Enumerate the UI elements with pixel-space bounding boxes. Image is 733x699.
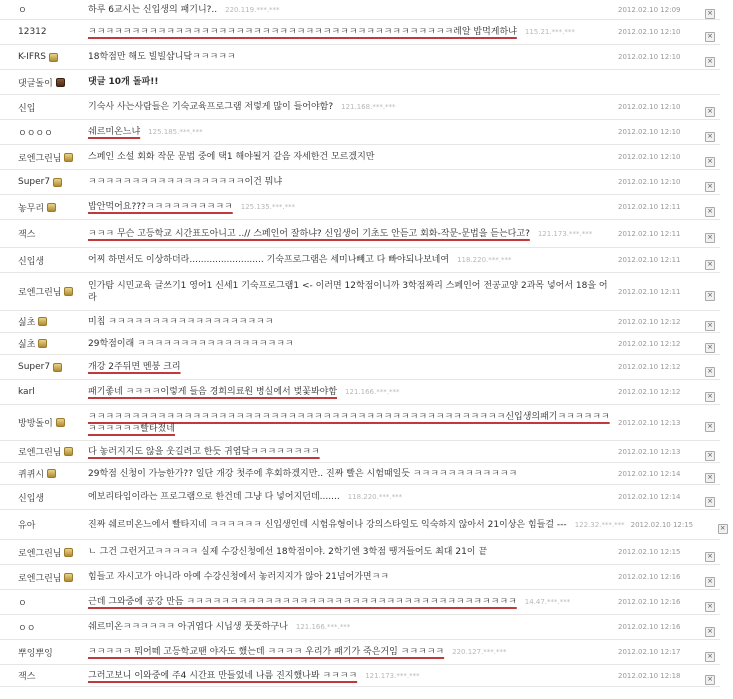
comment-row (0, 95, 720, 120)
comment-row (0, 640, 720, 665)
comment-body (88, 280, 618, 304)
comment-row (0, 20, 720, 45)
author-name[interactable]: 12312 (18, 27, 47, 37)
comment-date: 2012.02.10 12:13 (618, 447, 681, 456)
comment-author[interactable] (0, 546, 88, 559)
comment-ip: 125.135.***.*** (240, 203, 296, 211)
comment-date: 2012.02.10 12:10 (618, 153, 681, 161)
delete-button[interactable] (700, 98, 720, 117)
comment-text: 쉐르미온ㅋㅋㅋㅋㅋㅋ 아귀엽다 시닙생 풋풋하구나 (88, 622, 288, 632)
comment-author[interactable] (0, 126, 88, 139)
comment-row (0, 355, 720, 380)
comment-date: 2012.02.10 12:12 (618, 388, 681, 396)
comment-row (0, 405, 720, 441)
author-name[interactable]: 로엔그린님 (18, 288, 62, 298)
comment-date: 2012.02.10 12:11 (618, 287, 681, 296)
comment-date: 2012.02.10 12:11 (618, 203, 681, 211)
comment-date: 2012.02.10 12:11 (618, 256, 681, 264)
comment-row (0, 615, 720, 640)
comment-author[interactable] (0, 669, 88, 682)
delete-icon[interactable]: × (705, 291, 715, 301)
comment-body (88, 101, 618, 113)
author-name[interactable]: 신입 (18, 103, 36, 114)
comment-author[interactable] (0, 27, 88, 37)
delete-button (700, 73, 720, 92)
delete-icon[interactable]: × (705, 9, 715, 19)
comment-date: 2012.02.10 12:16 (618, 573, 681, 581)
comment-author[interactable] (0, 254, 88, 267)
delete-button[interactable] (700, 543, 720, 562)
delete-icon[interactable]: × (705, 627, 715, 637)
comment-text: 밥안먹어요???ㅋㅋㅋㅋㅋㅋㅋㅋㅋㅋ (88, 202, 233, 212)
comment-author[interactable] (0, 101, 88, 114)
delete-button[interactable] (700, 618, 720, 637)
author-name[interactable]: Super7 (18, 177, 51, 187)
delete-icon[interactable]: × (705, 451, 715, 461)
comment-author[interactable] (0, 491, 88, 504)
comment-author[interactable] (0, 416, 88, 429)
delete-icon[interactable]: × (705, 392, 715, 402)
author-name[interactable]: ㅇㅇ (18, 623, 36, 634)
comment-ip: 121.173.***.*** (365, 671, 420, 680)
comment-author[interactable] (0, 3, 88, 16)
comment-date: 2012.02.10 12:10 (618, 103, 681, 111)
comment-text: 인가탐 시민교육 글쓰기1 영어1 신세1 기숙프로그램1 <- 이러면 12학점이니까 3학점짜리 스페인어 전공교양 2과목 넣어서 18을 어라 (88, 280, 608, 303)
comment-date: 2012.02.10 12:12 (618, 363, 681, 371)
comment-date: 2012.02.10 12:15 (618, 548, 681, 556)
author-name[interactable]: 잭스 (18, 672, 36, 682)
delete-icon[interactable]: × (705, 675, 715, 685)
comment-body (88, 126, 618, 138)
comment-body (88, 151, 618, 163)
comment-row (0, 170, 720, 195)
comment-ip: 122.32.***.*** (574, 520, 625, 529)
comment-body (88, 51, 618, 63)
delete-button[interactable] (700, 413, 720, 432)
delete-button[interactable] (700, 383, 720, 402)
comment-row (0, 70, 720, 95)
comment-date: 2012.02.10 12:13 (618, 418, 681, 427)
delete-button[interactable] (700, 488, 720, 507)
comment-text: 힘들고 자시고가 아니라 아예 수강신청에서 놓러지지가 않아 21넘어가면ㅋㅋ (88, 572, 389, 582)
comment-text: 스페인 소설 회화 작문 문법 중에 택1 해야될거 같음 자세한건 모르겠지만 (88, 152, 375, 162)
comment-text: 미칩 ㅋㅋㅋㅋㅋㅋㅋㅋㅋㅋㅋㅋㅋㅋㅋㅋㅋㅋㅋ (88, 316, 274, 327)
comment-row (0, 273, 720, 311)
comment-row (0, 510, 726, 540)
author-name[interactable]: karl (18, 387, 35, 397)
comment-author[interactable] (0, 285, 88, 298)
level-badge-icon (64, 287, 73, 296)
comment-text: 패기좋네 ㅋㅋㅋㅋ이렇게 들음 경희의료원 병실에서 벚꽃봐야함 (88, 387, 338, 397)
author-name[interactable]: 싦초 (18, 340, 36, 350)
delete-icon[interactable]: × (705, 602, 715, 612)
comment-author[interactable] (0, 177, 88, 187)
comment-author[interactable] (0, 151, 88, 164)
level-badge-icon (56, 418, 65, 427)
comment-body (88, 26, 618, 38)
author-name[interactable]: Super7 (18, 362, 51, 372)
comment-author[interactable] (0, 445, 88, 458)
author-name[interactable]: ㅇ (18, 598, 27, 609)
comment-ip: 125.185.***.*** (148, 128, 203, 136)
comment-row (0, 565, 720, 590)
comment-author[interactable] (0, 596, 88, 609)
comment-author[interactable] (0, 337, 88, 350)
comment-row (0, 441, 720, 463)
comment-row (0, 311, 720, 333)
comment-body (88, 571, 618, 583)
comment-text: ㅋㅋㅋ 무슨 고등학교 시간표도아니고 ..// 스페인어 잘하냐? 신입생이 기초도 안듣고 회화-작문-문법을 듣는다고? (88, 228, 530, 239)
comment-ip: 121.166.***.*** (345, 388, 400, 396)
author-name[interactable]: 신입생 (18, 256, 45, 267)
author-name[interactable]: ㅇ (18, 6, 27, 16)
delete-icon[interactable]: × (705, 321, 715, 331)
author-name[interactable]: 싦초 (18, 318, 36, 328)
comment-ip: 121.166.***.*** (295, 623, 351, 631)
comment-author[interactable] (0, 467, 88, 480)
delete-button[interactable] (700, 442, 720, 461)
comment-text: 진짜 쉐르미온느에서 빨타지네 ㅋㅋㅋㅋㅋㅋ 신입생인데 시험유형이나 강의스타일도 익숙하지 않아서 21이상은 힘들걸 --- (88, 519, 567, 530)
level-badge-icon (64, 153, 73, 162)
comment-ip: 118.220.***.*** (457, 256, 512, 264)
comment-date: 2012.02.10 12:16 (618, 598, 681, 606)
comment-ip: 220.127.***.*** (452, 648, 507, 656)
comment-date: 2012.02.10 12:10 (618, 53, 681, 61)
author-name[interactable]: 신입생 (18, 493, 45, 504)
comment-body (88, 446, 618, 458)
comment-date: 2012.02.10 12:10 (618, 128, 681, 136)
level-badge-icon (53, 178, 62, 187)
delete-button[interactable] (700, 358, 720, 377)
delete-icon[interactable]: × (705, 497, 715, 507)
delete-icon[interactable]: × (705, 552, 715, 562)
comment-text: 29학점 신청이 가능한가?? 일단 개강 첫주에 후회하겠지만.. 진짜 빨은 시험때일듯 ㅋㅋㅋㅋㅋㅋㅋㅋㅋㅋㅋㅋ (88, 468, 518, 479)
comment-body (88, 546, 618, 558)
author-name[interactable]: 로엔그린님 (18, 153, 62, 164)
comment-text: 29학점이래 ㅋㅋㅋㅋㅋㅋㅋㅋㅋㅋㅋㅋㅋㅋㅋㅋㅋㅋ (88, 338, 294, 349)
delete-icon[interactable]: × (705, 233, 715, 243)
comment-author[interactable] (0, 201, 88, 214)
comment-author[interactable] (0, 571, 88, 584)
comment-date: 2012.02.10 12:15 (630, 520, 694, 529)
delete-button[interactable] (700, 312, 720, 331)
comment-body (88, 646, 618, 658)
comment-author[interactable] (0, 227, 88, 240)
comment-body (88, 411, 618, 435)
comment-date: 2012.02.10 12:17 (618, 648, 681, 656)
comment-author[interactable] (0, 518, 88, 531)
delete-button[interactable] (700, 148, 720, 167)
delete-icon[interactable]: × (705, 57, 715, 67)
comment-text: 개강 2주뒤면 멘붕 크리 (88, 362, 181, 372)
delete-button[interactable] (700, 198, 720, 217)
delete-button[interactable] (700, 251, 720, 270)
comment-ip: 121.173.***.*** (537, 229, 593, 238)
comment-row (0, 248, 720, 273)
comment-date: 2012.02.10 12:14 (618, 469, 681, 478)
delete-button[interactable] (700, 224, 720, 243)
comment-text: 그러고보니 이와중에 주4 시간표 만들었네 나름 진지했나봐 ㅋㅋㅋㅋ (88, 670, 358, 681)
author-name[interactable]: 유아 (18, 521, 36, 531)
comment-row (0, 0, 720, 20)
delete-icon[interactable]: × (705, 473, 715, 483)
delete-button[interactable] (700, 568, 720, 587)
comment-row (0, 463, 720, 485)
comment-row (0, 220, 720, 248)
comment-text: ㅋㅋㅋㅋㅋ 뭐어떼 고등학교땐 야자도 했는데 ㅋㅋㅋㅋ 우리가 패기가 죽은거임 ㅋㅋㅋㅋㅋ (88, 647, 445, 657)
comment-body (88, 338, 618, 350)
comment-body (88, 519, 631, 531)
comment-author[interactable] (0, 52, 88, 62)
comment-body (88, 201, 618, 213)
comment-date: 2012.02.10 12:16 (618, 623, 681, 631)
comment-ip: 220.119.***.*** (225, 5, 280, 14)
comment-text: 댓글 10개 돌파!! (88, 77, 159, 87)
delete-icon[interactable]: × (705, 182, 715, 192)
delete-icon[interactable]: × (705, 107, 715, 117)
comment-body (88, 76, 618, 88)
author-name[interactable]: 댓글돌이 (18, 78, 53, 89)
delete-icon[interactable]: × (705, 132, 715, 142)
author-name[interactable]: ㅇㅇㅇㅇ (18, 128, 53, 139)
comment-body (88, 491, 618, 503)
level-badge-icon (38, 339, 47, 348)
delete-button[interactable] (700, 23, 720, 42)
comment-author[interactable] (0, 315, 88, 328)
comment-row (0, 590, 720, 615)
comment-text: ㄴ 그건 그런거고ㅋㅋㅋㅋㅋ 실제 수강신청에선 18학점이야. 2학기엔 3학점 땡겨들어도 최대 21이 끝 (88, 547, 488, 557)
delete-icon[interactable]: × (705, 367, 715, 377)
author-name[interactable]: 로엔그린님 (18, 548, 62, 559)
comment-row (0, 145, 720, 170)
delete-icon[interactable]: × (705, 652, 715, 662)
comment-row (0, 665, 720, 687)
comment-date: 2012.02.10 12:10 (618, 178, 681, 186)
delete-button[interactable] (713, 515, 733, 534)
delete-icon[interactable]: × (705, 32, 715, 42)
comment-text: 쉐르미온느냐 (88, 127, 141, 137)
comment-ip: 118.220.***.*** (347, 493, 403, 501)
comment-date: 2012.02.10 12:10 (618, 28, 681, 36)
author-name[interactable]: 놓무리 (18, 203, 45, 214)
level-badge-icon (64, 548, 73, 557)
comment-author[interactable] (0, 362, 88, 372)
comment-text: 다 놓러지지도 않을 웃길려고 한듯 귀엽닼ㅋㅋㅋㅋㅋㅋㅋㅋ (88, 446, 320, 457)
comment-body (88, 228, 618, 240)
delete-button[interactable] (700, 173, 720, 192)
level-badge-icon (56, 78, 65, 87)
comment-author[interactable] (0, 621, 88, 634)
level-badge-icon (64, 447, 73, 456)
comment-date: 2012.02.10 12:14 (618, 493, 681, 501)
comment-row (0, 485, 720, 510)
comment-body (88, 176, 618, 188)
comment-text: ㅋㅋㅋㅋㅋㅋㅋㅋㅋㅋㅋㅋㅋㅋㅋㅋㅋㅋㅋㅋㅋㅋㅋㅋㅋㅋㅋㅋㅋㅋㅋㅋㅋㅋㅋㅋㅋㅋㅋㅋㅋㅋㅋㅋㅋㅋㅋㅋ신입생의패기ㅋㅋㅋㅋㅋㅋㅋㅋㅋㅋㅋㅋ빨타졌네 (88, 411, 610, 434)
comment-date: 2012.02.10 12:18 (618, 671, 681, 680)
comment-body (88, 254, 618, 266)
comment-ip: 121.168.***.*** (341, 103, 396, 111)
delete-button[interactable] (700, 123, 720, 142)
delete-icon[interactable]: × (705, 260, 715, 270)
delete-icon[interactable]: × (705, 343, 715, 353)
level-badge-icon (47, 203, 56, 212)
comment-text: 18학점만 해도 빌빌샵니닼ㅋㅋㅋㅋㅋ (88, 52, 236, 62)
delete-button[interactable] (700, 282, 720, 301)
comment-row (0, 333, 720, 355)
delete-icon[interactable]: × (705, 422, 715, 432)
author-name[interactable]: 방방돌이 (18, 419, 53, 429)
comment-row (0, 540, 720, 565)
author-name[interactable]: K-IFRS (18, 52, 47, 62)
comment-author[interactable] (0, 387, 88, 397)
delete-button[interactable] (700, 666, 720, 685)
level-badge-icon (49, 53, 58, 62)
delete-button[interactable] (700, 334, 720, 353)
comment-date: 2012.02.10 12:12 (618, 317, 681, 326)
author-name[interactable]: 퀴퀴시 (18, 470, 45, 480)
comment-ip: 14.47.***.*** (524, 598, 571, 606)
comment-text: 기숙사 사는사람들은 기숙교육프로그램 저렇게 많이 들어야함? (88, 102, 334, 112)
delete-icon[interactable]: × (705, 207, 715, 217)
comment-body (88, 4, 618, 16)
comment-text: 근데 그와중에 공강 만듬 ㅋㅋㅋㅋㅋㅋㅋㅋㅋㅋㅋㅋㅋㅋㅋㅋㅋㅋㅋㅋㅋㅋㅋㅋㅋㅋㅋㅋㅋㅋㅋㅋㅋㅋㅋㅋㅋㅋ (88, 597, 517, 607)
delete-button[interactable] (700, 464, 720, 483)
comment-body (88, 596, 618, 608)
level-badge-icon (47, 469, 56, 478)
comment-text: 어찌 하면서도 이상하더라.......................... 기숙프로그램은 세미나빼고 다 빠야되나보네여 (88, 255, 450, 265)
comment-date: 2012.02.10 12:11 (618, 229, 681, 238)
delete-icon[interactable]: × (718, 524, 728, 534)
comment-body (88, 621, 618, 633)
comment-ip: 115.21.***.*** (524, 28, 575, 36)
comment-row (0, 380, 720, 405)
delete-icon[interactable]: × (705, 157, 715, 167)
author-name[interactable]: 잭스 (18, 230, 36, 240)
delete-button[interactable] (700, 643, 720, 662)
author-name[interactable]: 로엔그린님 (18, 448, 62, 458)
delete-button[interactable] (700, 0, 720, 19)
author-name[interactable]: 뿌잉뿌잉 (18, 648, 53, 659)
level-badge-icon (53, 363, 62, 372)
comment-text: 하루 6교시는 신입생의 패기니?.. (88, 4, 218, 15)
comment-text: ㅋㅋㅋㅋㅋㅋㅋㅋㅋㅋㅋㅋㅋㅋㅋㅋㅋㅋㅋㅋㅋㅋㅋㅋㅋㅋㅋㅋㅋㅋㅋㅋㅋㅋㅋㅋㅋㅋㅋㅋㅋㅋ레알 밥먹게하냐 (88, 27, 517, 37)
comment-body (88, 361, 618, 373)
comment-body (88, 316, 618, 328)
comment-author[interactable] (0, 646, 88, 659)
comment-row (0, 195, 720, 220)
delete-icon[interactable]: × (705, 577, 715, 587)
comment-author[interactable] (0, 76, 88, 89)
delete-button[interactable] (700, 593, 720, 612)
comment-body (88, 386, 618, 398)
comment-body (88, 468, 618, 480)
comment-date: 2012.02.10 12:09 (618, 5, 681, 14)
author-name[interactable]: 로엔그린님 (18, 573, 62, 584)
comment-text: ㅋㅋㅋㅋㅋㅋㅋㅋㅋㅋㅋㅋㅋㅋㅋㅋㅋㅋ이건 뭐냐 (88, 177, 283, 187)
comment-row (0, 120, 720, 145)
level-badge-icon (64, 573, 73, 582)
delete-button[interactable] (700, 48, 720, 67)
comment-date: 2012.02.10 12:12 (618, 339, 681, 348)
comment-row (0, 45, 720, 70)
level-badge-icon (38, 317, 47, 326)
comment-text: 에보리타임이라는 프로그램으로 한건데 그냥 다 넣어지던데....... (88, 492, 340, 502)
comment-body (88, 670, 618, 682)
